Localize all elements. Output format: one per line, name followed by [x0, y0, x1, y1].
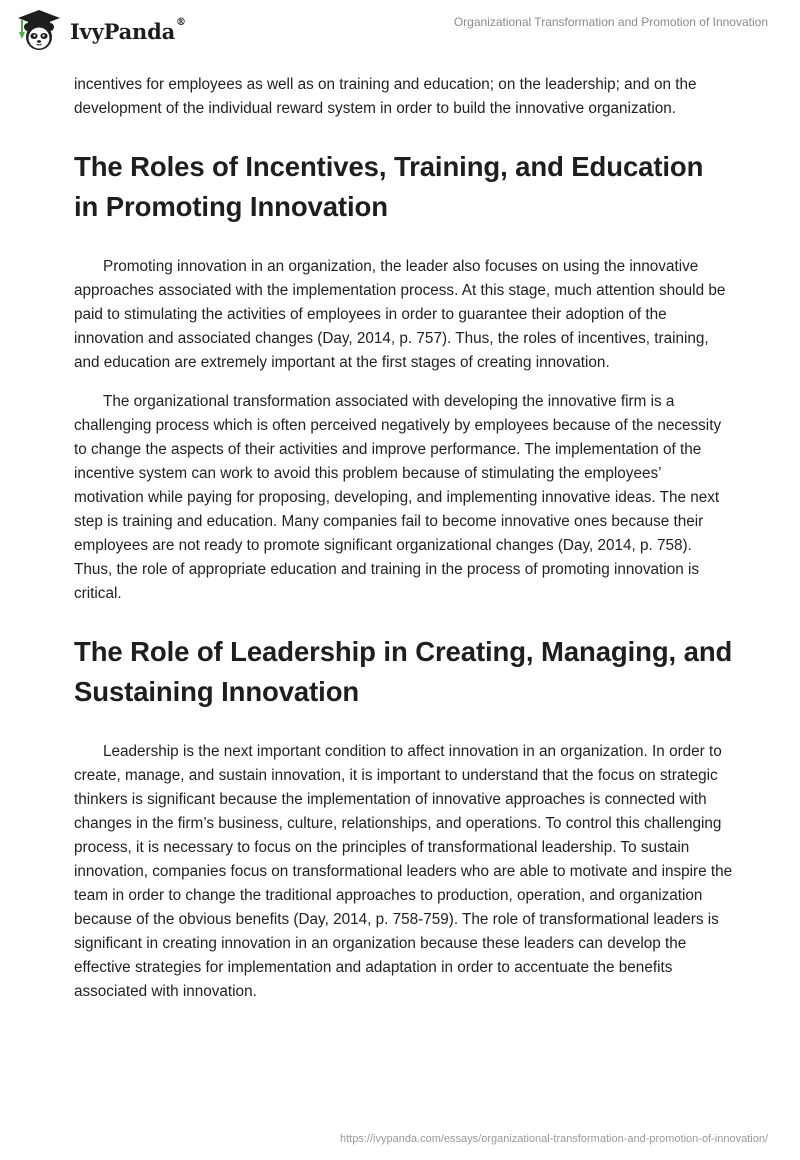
intro-paragraph: incentives for employees as well as on training and education; on the leadership; and on the development of the individual reward system in order to build the innovative organization. [74, 76, 697, 117]
running-title: Organizational Transformation and Promotion of Innovation [453, 15, 768, 29]
footer-url[interactable]: https://ivypanda.com/essays/organizational-transformation-and-promotion-of-innovation/ [340, 1133, 768, 1145]
essay-body [74, 73, 734, 1004]
section-heading-leadership: The Role of Leadership in Creating, Managing, and Sustaining Innovation [74, 636, 733, 707]
brand-name: IvyPanda® [70, 16, 186, 44]
paragraph-incentives-1: Promoting innovation in an organization, the leader also focuses on using the innovative approaches associated with the implementation process. At this stage, much attention should be paid to stimulating the activities of employees in order to guarantee their adoption of the innovation and associated changes (Day, 2014, p. 757). Thus, the roles of incentives, training, and education are extremely important at the first stages of creating innovation. [74, 258, 726, 371]
page-header [0, 0, 800, 66]
paragraph-leadership-1: Leadership is the next important condition to affect innovation in an organization. In order to create, manage, and sustain innovation, it is important to understand that the focus on strategic thinkers is significant because the implementation of innovative approaches is connected with changes in the firm’s business, culture, relationships, and operations. To control this challenging process, it is necessary to focus on the principles of transformational leadership. To sustain innovation, companies focus on transformational leaders who are able to motivate and inspire the team in order to change the traditional approaches to production, operation, and organization because of the obvious benefits (Day, 2014, p. 758-759). The role of transformational leaders is significant in creating innovation in an organization because these leaders can develop the effective strategies for implementation and adaptation in order to accentuate the benefits associated with innovation. [74, 743, 733, 1000]
ivypanda-logo[interactable] [14, 8, 186, 52]
section-heading-incentives: The Roles of Incentives, Training, and Education in Promoting Innovation [74, 151, 704, 222]
panda-graduate-icon [14, 8, 64, 52]
paragraph-incentives-2: The organizational transformation associated with developing the innovative firm is a challenging process which is often perceived negatively by employees because of the necessity to change the aspects of their activities and improve performance. The implementation of the incentive system can work to avoid this problem because of stimulating the employees’ motivation while paying for proposing, developing, and implementing innovative ideas. The next step is training and education. Many companies fail to become innovative ones because their employees are not ready to promote significant organizational changes (Day, 2014, p. 758). Thus, the role of appropriate education and training in the process of promoting innovation is critical. [74, 393, 722, 602]
